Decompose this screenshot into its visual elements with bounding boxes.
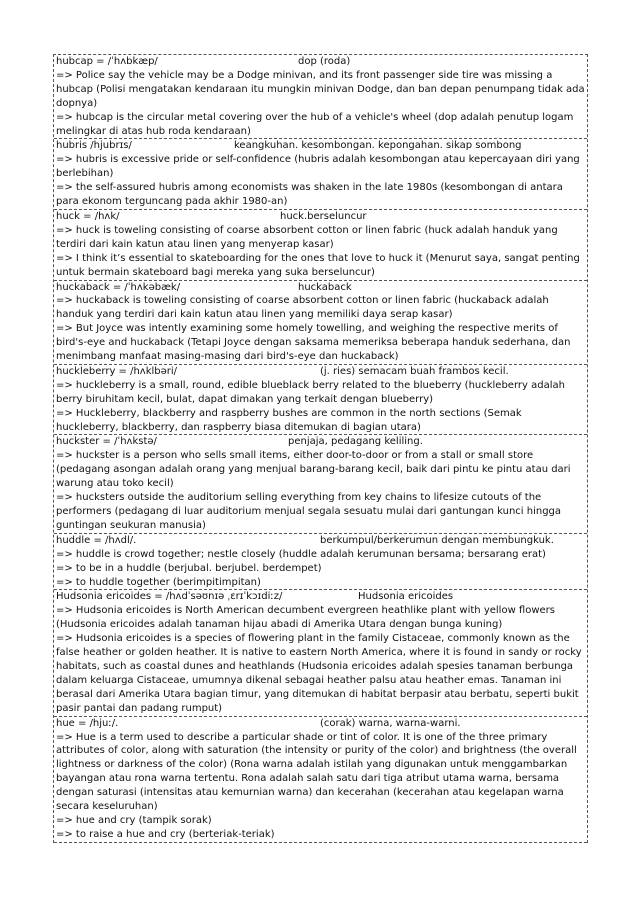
example-line: => Hudsonia ericoides is North American decumbent evergreen heathlike plant with yellow flowers (Hudsonia ericoides adalah tanaman hijau abadi di Amerika Utara dengan bunga kuning) <box>56 605 555 631</box>
entry-header <box>56 210 585 224</box>
example-line: => huckleberry is a small, round, edible blueblack berry related to the blueberry (huckleberry adalah berry biruhitam kecil, bulat, dapat dimakan yang terkait dengan blueberry) <box>56 379 565 405</box>
entry-term: huckleberry = /hʌklbəri/ <box>56 365 178 377</box>
example-line: => Huckleberry, blackberry and raspberry bushes are common in the north sections (Semak huckleberry, blackberry, dan raspberry biasa ditemukan di bagian utara) <box>56 407 522 433</box>
entry-term: hubcap = /ˈhʌbkæp/ <box>56 56 158 67</box>
example-line: => to be in a huddle (berjubal. berjubel. berdempet) <box>56 562 322 574</box>
entry-header <box>56 534 585 548</box>
example-line: => hubris is excessive pride or self-confidence (hubris adalah kesombongan atau kepercayaan diri yang berlebihan) <box>56 154 580 180</box>
entry-header <box>56 590 585 604</box>
entry-translation: (corak) warna, warna-warni. <box>320 717 461 729</box>
entry-term: huck = /hʌk/ <box>56 210 120 222</box>
entry-huckleberry <box>54 365 587 436</box>
example-line: => I think it’s essential to skateboarding for the ones that love to huck it (Menurut saya, sangat penting untuk bermain skateboard bagi mereka yang suka berseluncur) <box>56 252 580 278</box>
example-line: => Hudsonia ericoides is a species of flowering plant in the family Cistaceae, commonly known as the false heather or golden heather. It is native to eastern North America, where it is found in sandy or rocky habitats, such as coastal dunes and heathlands (Hudsonia ericoides adalah spesies tanaman berbunga dalam keluarga Cistaceae, umumnya dikenal sebagai heather palsu atau heather emas. Tanaman ini berasal dari Amerika Utara bagian timur, yang ditemukan di habitat berpasir atau berbatu, seperti bukit pasir pantai dan padang rumput) <box>56 633 582 714</box>
entry-term: hubris /hjubrɪs/ <box>56 140 132 152</box>
entry-huckaback <box>54 281 587 365</box>
entry-hue <box>54 717 587 843</box>
entry-hubris <box>54 139 587 210</box>
entry-hubcap <box>54 55 587 139</box>
entry-header <box>56 139 585 153</box>
example-line: => hucksters outside the auditorium selling everything from key chains to lifesize cutouts of the performers (pedagang di luar auditorium menjual segala sesuatu mulai dari gantungan kunci hingga guntingan seukuran manusia) <box>56 492 562 531</box>
example-line: => to huddle together (berimpitimpitan) <box>56 576 261 588</box>
entry-header <box>56 435 585 449</box>
entry-term: Hudsonia ericoides = /hʌdˈsəʊnɪə ˌɛrɪˈkɔɪdiːz/ <box>56 591 283 603</box>
entry-hudsonia-ericoides <box>54 590 587 716</box>
example-line: => huckaback is toweling consisting of coarse absorbent cotton or linen fabric (huckaback adalah handuk yang terdiri dari kain katun atau linen yang memiliki daya serap kasar) <box>56 295 549 321</box>
entry-header <box>56 55 585 69</box>
entry-header <box>56 281 585 295</box>
example-line: => huckster is a person who sells small items, either door-to-door or from a stall or small store (pedagang asongan adalah orang yang menjual barang-barang kecil, baik dari pintu ke pintu atau dari warung atau toko kecil) <box>56 450 571 490</box>
example-line: => to raise a hue and cry (berteriak-teriak) <box>56 828 275 840</box>
entry-translation: berkumpul/berkerumun dengan membungkuk. <box>320 534 554 546</box>
entry-term: hue = /hjuː/. <box>56 717 119 729</box>
entry-huckster <box>54 435 587 533</box>
example-line: => the self-assured hubris among economists was shaken in the late 1980s (kesombongan di antara para ekonom terguncang pada akhir 1980-an) <box>56 182 563 208</box>
entry-header <box>56 717 585 731</box>
entry-term: huckaback = /ˈhʌkəbæk/ <box>56 281 181 293</box>
entry-header <box>56 365 585 379</box>
example-line: => huck is toweling consisting of coarse absorbent cotton or linen fabric (huck adalah handuk yang terdiri dari kain katun atau linen yang menyerap kasar) <box>56 224 558 250</box>
entry-translation: dop (roda) <box>298 56 351 67</box>
entry-term: huddle = /hʌdl/. <box>56 534 137 546</box>
entry-translation: keangkuhan. kesombongan. kepongahan. sikap sombong <box>234 140 522 152</box>
entry-translation: (j. ries) semacam buah frambos kecil. <box>320 365 509 377</box>
example-line: => huddle is crowd together; nestle closely (huddle adalah kerumunan bersama; bersarang erat) <box>56 548 546 560</box>
example-line: => Police say the vehicle may be a Dodge minivan, and its front passenger side tire was missing a hubcap (Polisi mengatakan kendaraan itu mungkin minivan Dodge, dan ban depan penumpang tidak ada dopnya) <box>56 69 585 109</box>
entry-translation: penjaja, pedagang keliling. <box>288 436 423 448</box>
entry-term: huckster = /ˈhʌkstə/ <box>56 436 157 448</box>
entry-translation: huckaback <box>298 281 352 293</box>
dictionary-table <box>53 54 588 843</box>
example-line: => But Joyce was intently examining some homely towelling, and weighing the respective merits of bird's-eye and huckaback (Tetapi Joyce dengan saksama memeriksa beberapa handuk sederhana, dan menimbang manfaat masing-masing dari bird's-eye dan huckaback) <box>56 323 571 363</box>
entry-huck <box>54 210 587 281</box>
entry-huddle <box>54 534 587 591</box>
entry-translation: Hudsonia ericoides <box>358 591 454 603</box>
entry-translation: huck.berseluncur <box>280 210 367 222</box>
example-line: => hue and cry (tampik sorak) <box>56 814 212 826</box>
example-line: => hubcap is the circular metal covering over the hub of a vehicle's wheel (dop adalah penutup logam melingkar di atas hub roda kendaraan) <box>56 111 574 137</box>
example-line: => Hue is a term used to describe a particular shade or tint of color. It is one of the three primary attributes of color, along with saturation (the intensity or purity of the color) and brightness (the overall lightness or darkness of the color) (Rona warna adalah istilah yang digunakan untuk menggambarkan bayangan atau rona warna tertentu. Rona adalah salah satu dari tiga atribut utama warna, bersama dengan saturasi (intensitas atau kemurnian warna) dan kecerahan (kecerahan atau kegelapan warna secara keseluruhan) <box>56 731 577 813</box>
